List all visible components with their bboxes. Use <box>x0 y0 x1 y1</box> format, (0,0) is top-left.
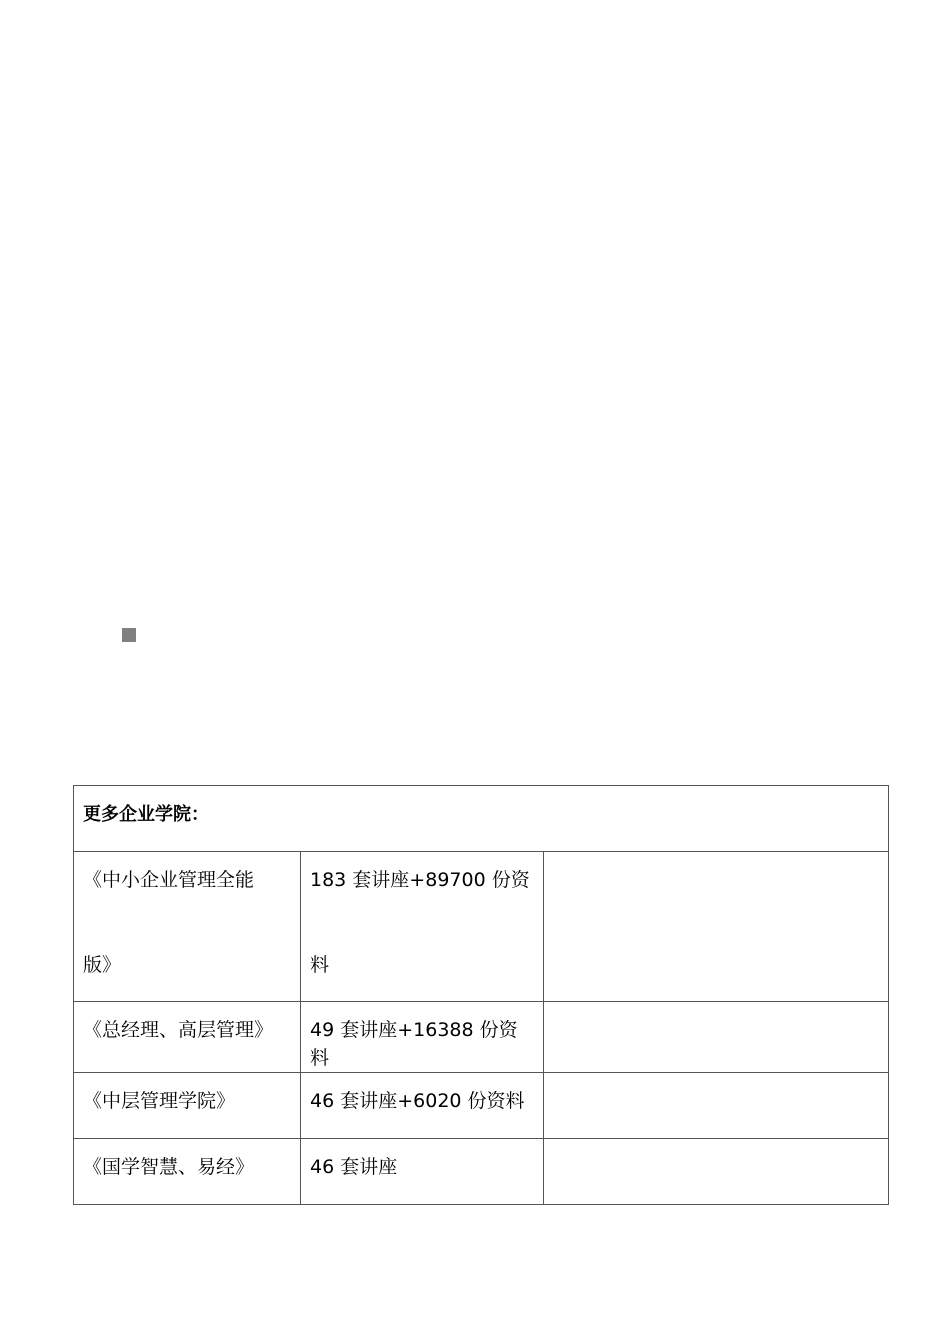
academy-table <box>73 785 889 1205</box>
course-content-cell: 46 套讲座 <box>301 1139 544 1205</box>
course-name-cell: 《总经理、高层管理》 <box>74 1002 301 1073</box>
table-row <box>74 1073 889 1139</box>
extra-cell <box>544 1073 889 1139</box>
extra-cell <box>544 852 889 1002</box>
course-content-cell: 46 套讲座+6020 份资料 <box>301 1073 544 1139</box>
extra-cell <box>544 1002 889 1073</box>
square-bullet-icon <box>122 628 136 642</box>
course-name-line-2: 版》 <box>83 954 122 976</box>
extra-cell <box>544 1139 889 1205</box>
course-name-cell <box>74 852 301 1002</box>
course-name-cell: 《国学智慧、易经》 <box>74 1139 301 1205</box>
course-content-cell: 49 套讲座+16388 份资料 <box>301 1002 544 1073</box>
table-header-row <box>74 786 889 852</box>
table-row <box>74 1139 889 1205</box>
course-name-cell: 《中层管理学院》 <box>74 1073 301 1139</box>
course-content-line-2: 料 <box>310 954 330 976</box>
table-row <box>74 852 889 1002</box>
course-content-line-1: 183 套讲座+89700 份资 <box>310 869 530 891</box>
course-content-cell <box>301 852 544 1002</box>
course-name-line-1: 《中小企业管理全能 <box>83 869 255 891</box>
table-header: 更多企业学院： <box>74 786 889 852</box>
table-row <box>74 1002 889 1073</box>
